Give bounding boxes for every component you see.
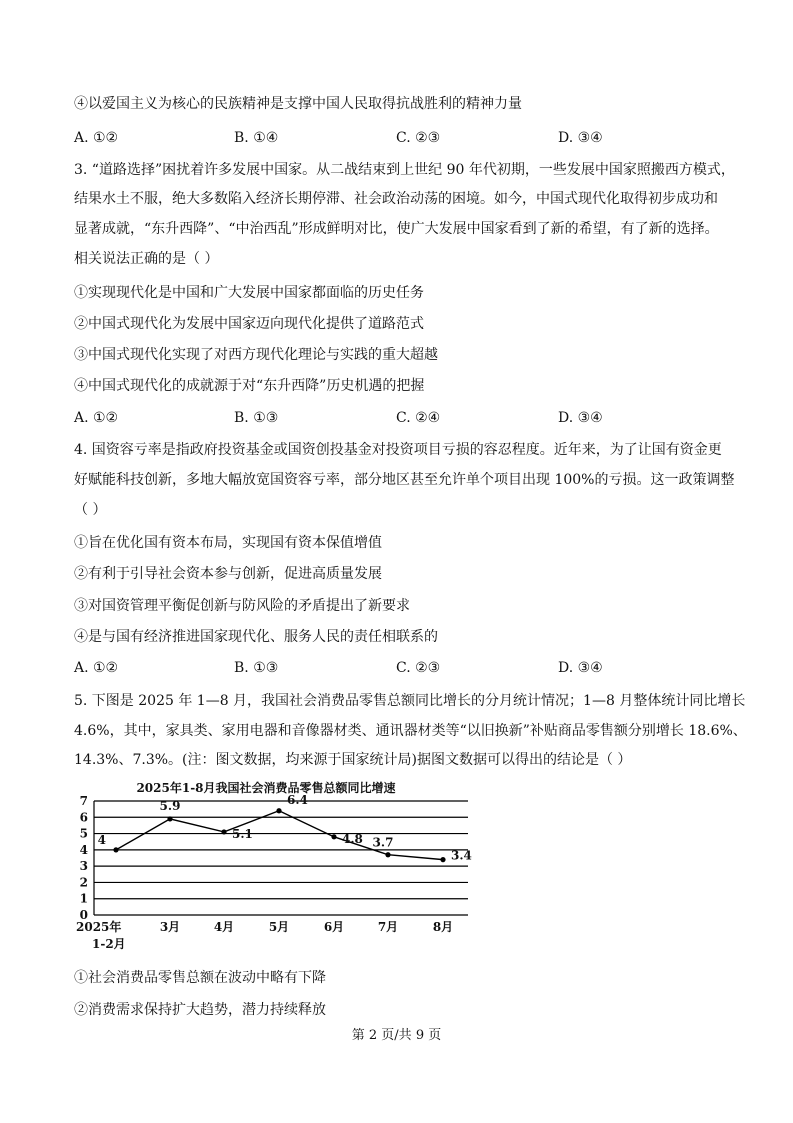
q4-statement-3: ③对国资管理平衡促创新与防风险的矛盾提出了新要求 [74,598,410,614]
data-point [221,829,226,834]
chart-title: 2025年1-8月我国社会消费品零售总额同比增速 [136,781,396,795]
x-tick-label: 8月 [432,920,454,934]
q4-option-b[interactable]: B. ①③ [234,660,279,676]
q4-statement-2: ②有利于引导社会资本参与创新，促进高质量发展 [74,566,382,582]
data-point [167,816,172,821]
q2-option-d[interactable]: D. ③④ [558,130,603,146]
x-tick-label: 3月 [159,920,181,934]
q4-option-a[interactable]: A. ①② [74,660,119,676]
q3-stem-line-4: 相关说法正确的是（ ） [74,251,219,267]
x-tick-label: 7月 [377,920,399,934]
y-tick-label: 0 [79,908,88,922]
q2-statement-4: ④以爱国主义为核心的民族精神是支撑中国人民取得抗战胜利的精神力量 [74,96,522,112]
q3-statement-2: ②中国式现代化为发展中国家迈向现代化提供了道路范式 [74,316,424,332]
q3-option-a[interactable]: A. ①② [74,410,119,426]
q3-option-d[interactable]: D. ③④ [558,410,603,426]
y-tick-label: 2 [79,875,88,890]
q3-stem-line-2: 结果水土不服，绝大多数陷入经济长期停滞、社会政治动荡的困境。如今，中国式现代化取得初步成功和 [74,191,718,207]
data-label: 4 [97,832,106,847]
y-tick-label: 3 [79,859,88,874]
q5-stem-line-2: 4.6%，其中，家具类、家用电器和音像器材类、通讯器材类等“以旧换新”补贴商品零售额分别增长 18.6%、 [74,723,747,739]
q2-option-a[interactable]: A. ①② [74,130,119,146]
q4-statement-1: ①旨在优化国有资本布局，实现国有资本保值增值 [74,535,382,551]
y-tick-label: 1 [79,891,88,906]
q4-option-d[interactable]: D. ③④ [558,660,603,676]
data-point [276,808,281,813]
q4-option-c[interactable]: C. ②③ [396,660,441,676]
q2-option-c[interactable]: C. ②③ [396,130,441,146]
data-label: 5.1 [232,826,253,841]
series-line [116,811,443,860]
data-point [331,834,336,839]
data-label: 3.4 [451,848,472,863]
q3-statement-4: ④中国式现代化的成就源于对“东升西降”历史机遇的把握 [74,378,425,394]
x-tick-label: 2025年 1-2月 [76,920,126,951]
q5-statement-2: ②消费需求保持扩大趋势，潜力持续释放 [74,1002,326,1018]
data-point [440,857,445,862]
q5-stem-line-1: 5. 下图是 2025 年 1—8 月，我国社会消费品零售总额同比增长的分月统计情况；1—8 月整体统计同比增长 [74,693,746,709]
q2-option-b[interactable]: B. ①④ [234,130,279,146]
data-point [385,852,390,857]
q4-stem-line-2: 好赋能科技创新，多地大幅放宽国资容亏率，部分地区甚至允许单个项目出现 100%的亏损。这一政策调整 [74,472,735,488]
y-tick-label: 6 [79,810,88,825]
q4-stem-line-1: 4. 国资容亏率是指政府投资基金或国资创投基金对投资项目亏损的容忍程度。近年来，为了让国有资金更 [74,442,722,458]
q3-option-b[interactable]: B. ①③ [234,410,279,426]
y-tick-label: 7 [79,794,88,808]
q3-statement-1: ①实现现代化是中国和广大发展中国家都面临的历史任务 [74,285,424,301]
data-label: 4.8 [342,831,363,846]
x-tick-label: 6月 [323,920,345,934]
q3-statement-3: ③中国式现代化实现了对西方现代化理论与实践的重大超越 [74,347,438,363]
q4-statement-4: ④是与国有经济推进国家现代化、服务人民的责任相联系的 [74,629,438,645]
page-footer: 第 2 页/共 9 页 [351,1028,442,1043]
retail-sales-growth-chart [76,780,476,955]
data-label: 5.9 [159,798,181,813]
q5-stem-line-3: 14.3%、7.3%。(注：图文数据，均来源于国家统计局)据图文数据可以得出的结论是（ ） [74,752,632,768]
data-label: 3.7 [372,835,394,850]
q3-stem-line-1: 3. “道路选择”困扰着许多发展中国家。从二战结束到上世纪 90 年代初期，一些发展中国家照搬西方模式， [74,162,735,178]
x-tick-label: 4月 [213,920,235,934]
data-label: 6.4 [287,792,308,807]
q3-stem-line-3: 显著成就，“东升西降”、“中治西乱”形成鲜明对比，使广大发展中国家看到了新的希望，有了新的选择。 [74,221,719,237]
q4-stem-line-3: （ ） [74,502,107,518]
q3-option-c[interactable]: C. ②④ [396,410,441,426]
q5-statement-1: ①社会消费品零售总额在波动中略有下降 [74,970,326,986]
x-tick-label: 5月 [268,920,290,934]
y-tick-label: 4 [79,842,88,857]
y-tick-label: 5 [79,826,88,841]
data-point [113,847,118,852]
